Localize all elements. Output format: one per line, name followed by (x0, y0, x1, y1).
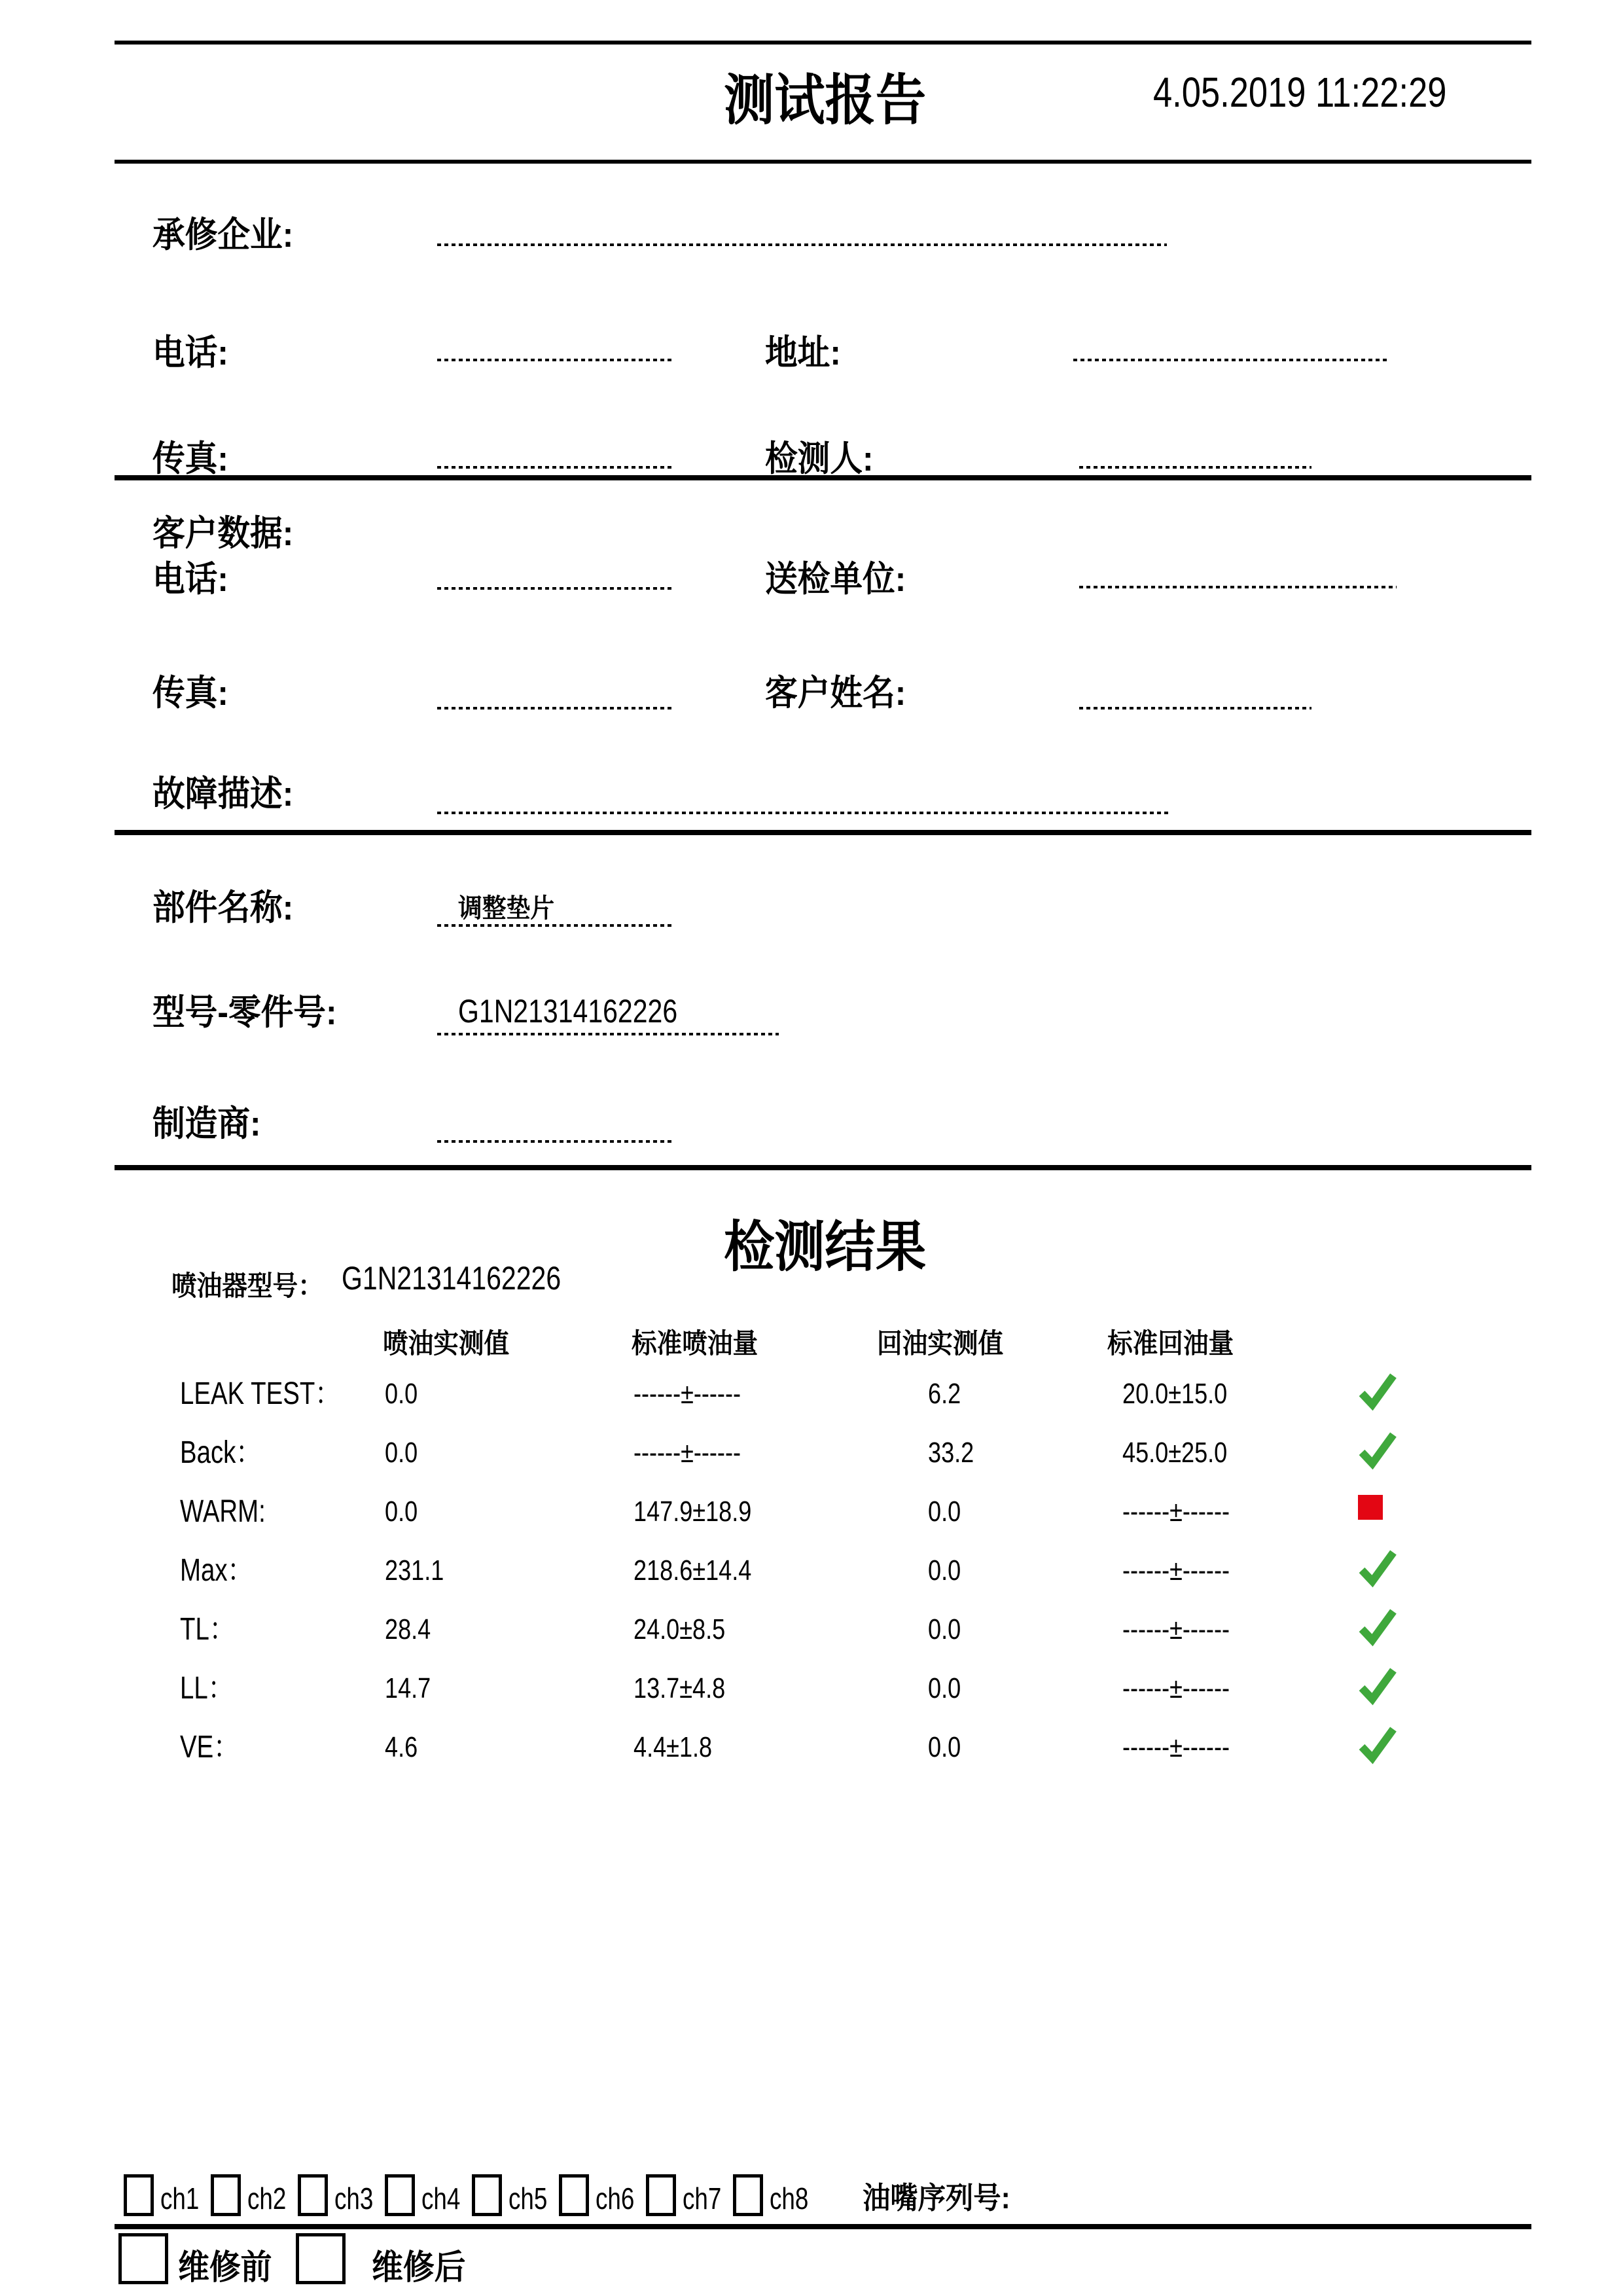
repair-after-checkbox[interactable] (296, 2233, 346, 2284)
fault-description-field (437, 812, 1168, 814)
manufacturer-field (437, 1140, 673, 1143)
ch2-checkbox[interactable] (211, 2174, 241, 2216)
ch7-checkbox[interactable] (646, 2174, 676, 2216)
repair-phone-label: 电话: (152, 333, 228, 372)
customer-fax-field (437, 707, 673, 709)
report-datetime: 4.05.2019 11:22:29 (1153, 69, 1447, 116)
column-header-return-measured: 回油实测值 (877, 1328, 1004, 1359)
status-icon (1358, 1725, 1400, 1767)
customer-data-label: 客户数据: (152, 514, 294, 553)
repair-fax-label: 传真: (152, 439, 228, 478)
status-icon (1358, 1490, 1400, 1532)
table-row-ve (180, 1728, 1443, 1767)
model-part-number-field (437, 1033, 779, 1035)
return-measured-value: 0.0 (928, 1613, 961, 1645)
ch4-label: ch4 (421, 2181, 461, 2215)
status-icon (1358, 1666, 1400, 1708)
column-header-injection-standard: 标准喷油量 (632, 1328, 758, 1359)
column-header-injection-measured: 喷油实测值 (383, 1328, 510, 1359)
row-label: LEAK TEST： (180, 1376, 340, 1411)
injection-measured-value: 231.1 (385, 1554, 444, 1587)
check-icon (1358, 1549, 1397, 1588)
part-name-value: 调整垫片 (458, 894, 555, 923)
model-part-number-value: G1N21314162226 (458, 993, 678, 1030)
rule-header-bottom (115, 160, 1531, 164)
ch6-label: ch6 (596, 2181, 635, 2215)
rule-part-bottom (115, 1165, 1531, 1170)
injection-standard-value: 218.6±14.4 (633, 1554, 752, 1587)
status-icon (1358, 1372, 1400, 1414)
rule-customer-bottom (115, 830, 1531, 835)
fault-description-label: 故障描述: (152, 774, 294, 814)
repair-before-checkbox[interactable] (118, 2233, 168, 2284)
ch5-checkbox[interactable] (472, 2174, 502, 2216)
return-standard-value: ------±------ (1122, 1613, 1230, 1645)
injection-standard-value: ------±------ (633, 1378, 741, 1410)
table-row-ll (180, 1669, 1443, 1708)
return-measured-value: 0.0 (928, 1672, 961, 1704)
model-part-number-label: 型号-零件号: (152, 993, 337, 1032)
return-measured-value: 33.2 (928, 1437, 974, 1469)
row-label: Max： (180, 1553, 253, 1588)
injector-model-value: G1N21314162226 (342, 1260, 562, 1297)
row-label: Back： (180, 1435, 261, 1470)
ch8-checkbox[interactable] (733, 2174, 763, 2216)
injection-measured-value: 0.0 (385, 1437, 418, 1469)
row-label: WARM: (180, 1494, 266, 1529)
inspector-field (1079, 466, 1311, 469)
sender-unit-label: 送检单位: (765, 560, 906, 599)
ch5-label: ch5 (508, 2181, 548, 2215)
inspector-label: 检测人: (765, 439, 874, 478)
ch1-checkbox[interactable] (124, 2174, 154, 2216)
part-name-label: 部件名称: (152, 888, 294, 927)
check-icon (1358, 1725, 1397, 1765)
injection-standard-value: 147.9±18.9 (633, 1496, 752, 1528)
return-measured-value: 0.0 (928, 1496, 961, 1528)
ch4-checkbox[interactable] (385, 2174, 415, 2216)
ch3-checkbox[interactable] (298, 2174, 328, 2216)
status-icon (1358, 1431, 1400, 1473)
table-row-warm (180, 1492, 1443, 1532)
check-icon (1358, 1431, 1397, 1470)
repair-before-label: 维修前 (178, 2249, 272, 2287)
row-label: VE： (180, 1730, 239, 1765)
customer-phone-label: 电话: (152, 560, 228, 599)
check-icon (1358, 1372, 1397, 1411)
injection-measured-value: 4.6 (385, 1731, 418, 1763)
injection-standard-value: 24.0±8.5 (633, 1613, 726, 1645)
ch7-label: ch7 (683, 2181, 722, 2215)
injection-measured-value: 0.0 (385, 1496, 418, 1528)
part-name-field (437, 924, 673, 927)
repair-company-field (437, 243, 1167, 246)
repair-address-field (1073, 359, 1387, 361)
customer-phone-field (437, 587, 673, 590)
return-measured-value: 0.0 (928, 1554, 961, 1587)
table-row-leak-test (180, 1374, 1443, 1414)
page-title: 测试报告 (724, 69, 927, 131)
return-standard-value: ------±------ (1122, 1731, 1230, 1763)
table-row-max (180, 1551, 1443, 1590)
sender-unit-field (1079, 586, 1397, 588)
return-standard-value: ------±------ (1122, 1554, 1230, 1587)
return-standard-value: ------±------ (1122, 1672, 1230, 1704)
column-header-return-standard: 标准回油量 (1107, 1328, 1234, 1359)
ch3-label: ch3 (334, 2181, 374, 2215)
rule-footer (115, 2224, 1531, 2229)
row-label: LL： (180, 1671, 234, 1706)
return-standard-value: 45.0±25.0 (1122, 1437, 1228, 1469)
fail-square-icon (1358, 1495, 1383, 1520)
ch2-label: ch2 (247, 2181, 287, 2215)
check-icon (1358, 1607, 1397, 1647)
manufacturer-label: 制造商: (152, 1104, 261, 1143)
return-measured-value: 6.2 (928, 1378, 961, 1410)
status-icon (1358, 1607, 1400, 1649)
injection-standard-value: 13.7±4.8 (633, 1672, 726, 1704)
table-row-back (180, 1433, 1443, 1473)
repair-address-label: 地址: (765, 333, 841, 372)
status-icon (1358, 1549, 1400, 1590)
injection-measured-value: 28.4 (385, 1613, 431, 1645)
customer-fax-label: 传真: (152, 673, 228, 713)
injection-measured-value: 0.0 (385, 1378, 418, 1410)
repair-fax-field (437, 466, 673, 469)
injection-standard-value: 4.4±1.8 (633, 1731, 713, 1763)
injection-measured-value: 14.7 (385, 1672, 431, 1704)
rule-top (115, 41, 1531, 45)
ch6-checkbox[interactable] (559, 2174, 589, 2216)
injector-model-label: 喷油器型号： (171, 1270, 323, 1301)
customer-name-field (1079, 707, 1311, 709)
nozzle-serial-label: 油嘴序列号: (863, 2181, 1010, 2215)
ch8-label: ch8 (770, 2181, 809, 2215)
ch1-label: ch1 (160, 2181, 200, 2215)
return-measured-value: 0.0 (928, 1731, 961, 1763)
repair-after-label: 维修后 (372, 2249, 466, 2287)
return-standard-value: ------±------ (1122, 1496, 1230, 1528)
table-row-tl (180, 1610, 1443, 1649)
repair-phone-field (437, 359, 673, 361)
row-label: TL： (180, 1612, 235, 1647)
injection-standard-value: ------±------ (633, 1437, 741, 1469)
check-icon (1358, 1666, 1397, 1706)
return-standard-value: 20.0±15.0 (1122, 1378, 1228, 1410)
repair-company-label: 承修企业: (152, 215, 294, 255)
results-title: 检测结果 (724, 1216, 927, 1278)
customer-name-label: 客户姓名: (765, 673, 906, 713)
